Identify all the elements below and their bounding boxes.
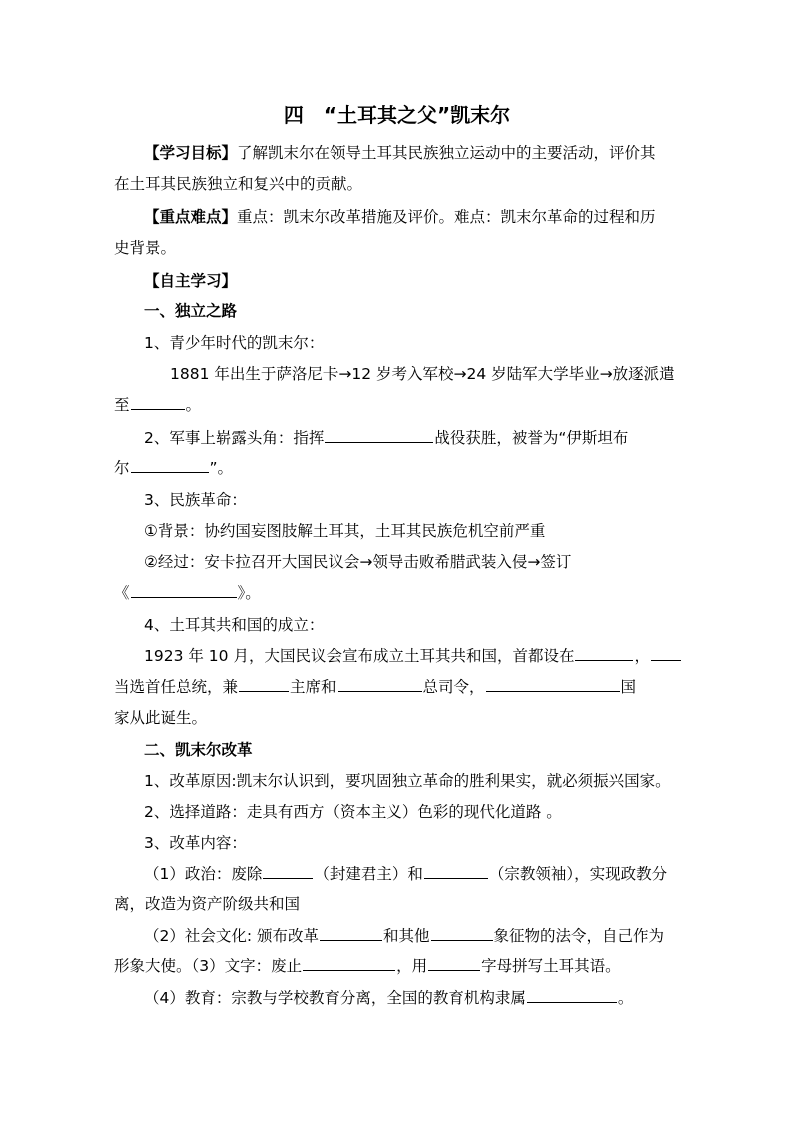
fill-blank[interactable] <box>263 863 313 879</box>
fill-blank[interactable] <box>131 394 185 410</box>
sec2-politics-line-2: 离，改造为资产阶级共和国 <box>114 895 301 913</box>
text-fragment: 和其他 <box>383 927 430 945</box>
sec1-item-2 <box>144 427 684 449</box>
fill-blank[interactable] <box>651 645 681 661</box>
keypoints-line-1 <box>144 206 684 228</box>
objective-line-1 <box>144 142 684 164</box>
text-fragment: 。 <box>617 989 634 1007</box>
text-fragment: （封建君主）和 <box>314 865 423 883</box>
text-fragment: 总司令， <box>422 678 485 696</box>
fill-blank[interactable] <box>431 925 493 941</box>
sec1-item-1-text: 1881 年出生于萨洛尼卡→12 岁考入军校→24 岁陆军大学毕业→放逐派遣 <box>170 365 675 383</box>
fill-blank[interactable] <box>575 645 633 661</box>
sec2-item-3: 3、改革内容： <box>144 834 247 852</box>
sec2-culture-line-1 <box>144 925 684 947</box>
text-fragment: ， <box>634 647 650 665</box>
keypoints-text: 重点：凯末尔改革措施及评价。难点：凯末尔革命的过程和历 <box>237 208 656 226</box>
text-fragment: 1923 年 10 月，大国民议会宣布成立土耳其共和国，首都设在 <box>144 647 575 665</box>
sec2-culture-line-2 <box>114 955 684 977</box>
fill-blank[interactable] <box>428 955 480 971</box>
fill-blank[interactable] <box>131 457 209 473</box>
text-fragment: 国 <box>620 678 637 696</box>
fill-blank[interactable] <box>424 863 488 879</box>
sec2-item-1: 1、改革原因:凯末尔认识到，要巩固独立革命的胜利果实，就必须振兴国家。 <box>144 772 671 790</box>
sec1-item-3-process-cont <box>114 582 684 604</box>
text-fragment: （2）社会文化: 颁布改革 <box>144 927 320 945</box>
text-fragment: 2、军事上崭露头角：指挥 <box>144 429 325 447</box>
text-fragment: 《 <box>114 584 130 602</box>
sec1-item-4: 4、土耳其共和国的成立： <box>144 616 325 634</box>
fill-blank[interactable] <box>338 676 422 692</box>
text-fragment: 形象大使。（3）文字：废止 <box>114 957 303 975</box>
sec1-item-2-cont <box>114 457 684 479</box>
fill-blank[interactable] <box>320 925 382 941</box>
text-fragment: （4）教育：宗教与学校教育分离，全国的教育机构隶属 <box>144 989 526 1007</box>
keypoints-line-2: 史背景。 <box>114 239 177 257</box>
sec2-item-2: 2、选择道路：走具有西方（资本主义）色彩的现代化道路 。 <box>144 803 562 821</box>
sec1-item-1: 1、青少年时代的凯末尔： <box>144 334 325 352</box>
sec1-item-4-line-2 <box>114 676 684 698</box>
fill-blank[interactable] <box>239 676 289 692</box>
text-fragment: ”。 <box>209 459 234 477</box>
self-study-heading: 【自主学习】 <box>144 272 238 290</box>
text-fragment: 字母拼写土耳其语。 <box>481 957 621 975</box>
fill-blank[interactable] <box>131 582 237 598</box>
text-fragment: 主席和 <box>290 678 337 696</box>
keypoints-label: 【重点难点】 <box>144 208 238 226</box>
sec1-item-1-cont <box>114 394 684 416</box>
sec1-item-3: 3、民族革命： <box>144 491 247 509</box>
sec1-item-3-process: ②经过：安卡拉召开大国民议会→领导击败希腊武装入侵→签订 <box>144 553 572 571</box>
objective-line-2: 在土耳其民族独立和复兴中的贡献。 <box>114 175 363 193</box>
sec1-item-4-line-3: 家从此诞生。 <box>114 709 208 727</box>
sec1-item-4-line-1 <box>144 645 684 667</box>
objective-label: 【学习目标】 <box>144 144 238 162</box>
text-fragment: ，用 <box>396 957 428 975</box>
text-fragment: 》。 <box>237 584 261 602</box>
fill-blank[interactable] <box>325 427 433 443</box>
section-1-heading: 一、独立之路 <box>144 302 238 320</box>
sec2-politics-line-1 <box>144 863 684 885</box>
text-fragment: （宗教领袖），实现政教分 <box>488 865 668 883</box>
fill-blank[interactable] <box>527 987 617 1003</box>
text-fragment: 象征物的法令，自己作为 <box>493 927 665 945</box>
section-2-heading: 二、凯末尔改革 <box>144 741 253 759</box>
text-fragment: 。 <box>185 396 202 414</box>
text-fragment: 至 <box>114 396 130 414</box>
sec2-education-line <box>144 987 684 1009</box>
fill-blank[interactable] <box>486 676 620 692</box>
fill-blank[interactable] <box>303 955 395 971</box>
page-title: 四 “土耳其之父”凯末尔 <box>283 103 511 127</box>
text-fragment: 当选首任总统，兼 <box>114 678 239 696</box>
text-fragment: （1）政治：废除 <box>144 865 263 883</box>
sec1-item-3-background: ①背景：协约国妄图肢解土耳其，土耳其民族危机空前严重 <box>144 522 546 540</box>
objective-text: 了解凯末尔在领导土耳其民族独立运动中的主要活动，评价其 <box>237 144 656 162</box>
text-fragment: 战役获胜，被誉为“伊斯坦布 <box>434 429 629 447</box>
text-fragment: 尔 <box>114 459 130 477</box>
